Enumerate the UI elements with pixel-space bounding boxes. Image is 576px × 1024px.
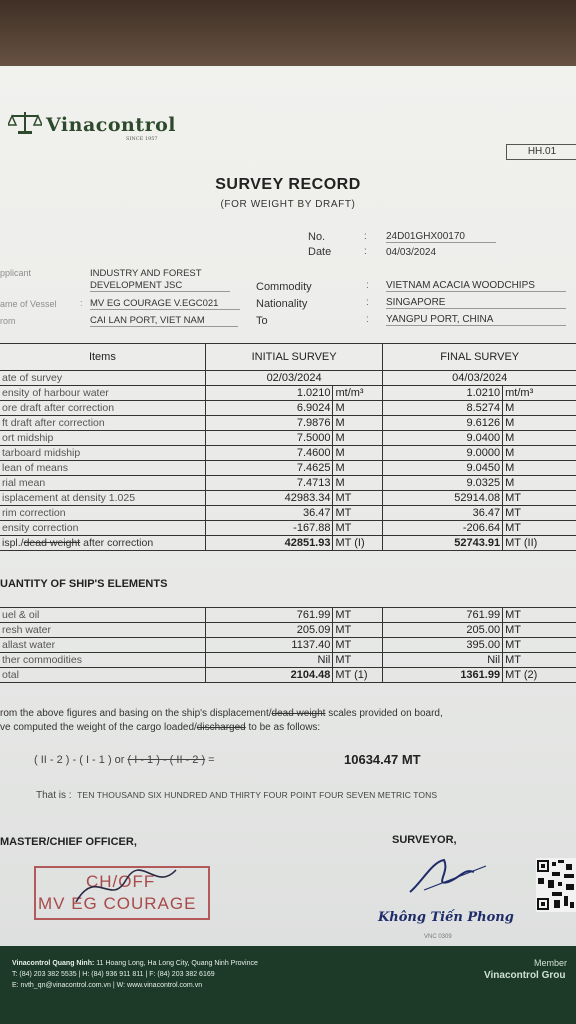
footer-address bbox=[12, 960, 258, 967]
initial-unit: M bbox=[333, 416, 383, 431]
initial-unit: MT bbox=[333, 521, 383, 536]
struck-text: dead weight bbox=[271, 708, 326, 719]
table-row bbox=[0, 536, 576, 551]
final-unit: M bbox=[503, 401, 576, 416]
initial-value: 6.9024 bbox=[205, 401, 333, 416]
vessel-label: ame of Vessel bbox=[0, 299, 57, 309]
initial-value: 1137.40 bbox=[205, 638, 333, 653]
final-unit: M bbox=[503, 461, 576, 476]
initial-value: 7.9876 bbox=[205, 416, 333, 431]
survey-table-header bbox=[0, 344, 576, 371]
cargo-weight-result: 10634.47 MT bbox=[344, 752, 421, 767]
date-label: Date bbox=[308, 246, 332, 258]
initial-value: 36.47 bbox=[205, 506, 333, 521]
that-is-value: TEN THOUSAND SIX HUNDRED AND THIRTY FOUR POINT FOUR SEVEN METRIC TONS bbox=[77, 790, 438, 800]
final-unit: MT (2) bbox=[503, 668, 576, 683]
chief-officer-stamp bbox=[34, 866, 210, 920]
text: scales provided on board, bbox=[325, 708, 443, 719]
final-unit: M bbox=[503, 431, 576, 446]
final-value: 52743.91 bbox=[383, 536, 503, 551]
table-row bbox=[0, 416, 576, 431]
master-label: MASTER/CHIEF OFFICER, bbox=[0, 836, 137, 848]
initial-value: -167.88 bbox=[205, 521, 333, 536]
vessel-value: MV EG COURAGE V.EGC021 bbox=[90, 298, 240, 310]
footer-contacts: E: nvth_qn@vinacontrol.com.vn | W: www.vinacontrol.com.vn bbox=[12, 982, 203, 989]
final-value: 205.00 bbox=[383, 623, 503, 638]
scale-logo-icon bbox=[8, 110, 42, 136]
initial-value: 2104.48 bbox=[205, 668, 333, 683]
initial-value: 1.0210 bbox=[205, 386, 333, 401]
document-title: SURVEY RECORD bbox=[215, 176, 361, 193]
final-unit: MT bbox=[503, 506, 576, 521]
final-value: 395.00 bbox=[383, 638, 503, 653]
no-value: 24D01GHX00170 bbox=[386, 231, 496, 243]
table-row bbox=[0, 491, 576, 506]
brand-since: SINCE 1957 bbox=[126, 136, 158, 142]
final-value: 761.99 bbox=[383, 608, 503, 623]
initial-value: 42983.34 bbox=[205, 491, 333, 506]
struck-text: dead weight bbox=[23, 537, 81, 549]
table-row bbox=[0, 638, 576, 653]
initial-value: 205.09 bbox=[205, 623, 333, 638]
surveyor-name: Không Tiến Phong bbox=[378, 910, 514, 925]
table-row bbox=[0, 476, 576, 491]
row-item-label: ore draft after correction bbox=[0, 401, 205, 416]
formula-text: ( II - 2 ) - ( I - 1 ) or bbox=[34, 754, 128, 766]
applicant-value-2: DEVELOPMENT JSC bbox=[90, 280, 230, 292]
row-item-label: ort midship bbox=[0, 431, 205, 446]
table-row bbox=[0, 446, 576, 461]
desk-background bbox=[0, 0, 576, 72]
row-item-label: ate of survey bbox=[0, 371, 205, 386]
initial-value: 7.4625 bbox=[205, 461, 333, 476]
footer-phones: T: (84) 203 382 5535 | H: (84) 936 911 811 | F: (84) 203 382 6169 bbox=[12, 971, 215, 978]
final-value: -206.64 bbox=[383, 521, 503, 536]
that-is-label: That is : bbox=[36, 790, 72, 801]
final-value: 36.47 bbox=[383, 506, 503, 521]
table-row bbox=[0, 668, 576, 683]
initial-unit: M bbox=[333, 461, 383, 476]
row-item-label: rial mean bbox=[0, 476, 205, 491]
table-row bbox=[0, 461, 576, 476]
from-label: rom bbox=[0, 316, 16, 326]
initial-value: 42851.93 bbox=[205, 536, 333, 551]
text: to be as follows: bbox=[245, 722, 321, 733]
header-initial: INITIAL SURVEY bbox=[205, 344, 383, 371]
initial-unit: MT bbox=[333, 653, 383, 668]
text: rom the above figures and basing on the ship's displacement/ bbox=[0, 708, 272, 719]
qr-code-icon bbox=[536, 858, 576, 912]
officer-signature-icon bbox=[66, 862, 186, 912]
to-value: YANGPU PORT, CHINA bbox=[386, 314, 566, 326]
initial-unit: MT bbox=[333, 623, 383, 638]
initial-unit: M bbox=[333, 431, 383, 446]
nationality-label: Nationality bbox=[256, 298, 308, 310]
table-row bbox=[0, 653, 576, 668]
row-item-label: ensity correction bbox=[0, 521, 205, 536]
colon: : bbox=[364, 231, 367, 242]
row-item-label: allast water bbox=[0, 638, 205, 653]
footer-office: Vinacontrol Quang Ninh: bbox=[12, 960, 95, 967]
struck-text: discharged bbox=[196, 722, 246, 733]
date-value: 04/03/2024 bbox=[386, 247, 437, 258]
commodity-label: Commodity bbox=[256, 281, 312, 293]
final-value: 9.0000 bbox=[383, 446, 503, 461]
brand-name: Vinacontrol bbox=[46, 114, 176, 136]
row-item-label: tarboard midship bbox=[0, 446, 205, 461]
final-value: 9.6126 bbox=[383, 416, 503, 431]
footer-member-group: Vinacontrol Grou bbox=[484, 970, 566, 981]
colon: : bbox=[366, 280, 369, 291]
final-value: 1.0210 bbox=[383, 386, 503, 401]
elements-heading: UANTITY OF SHIP'S ELEMENTS bbox=[0, 578, 168, 590]
that-is-line bbox=[36, 790, 437, 801]
text: ispl./ bbox=[2, 537, 24, 549]
cargo-formula bbox=[34, 754, 215, 766]
stamp-line-1: CH/OFF bbox=[86, 872, 156, 891]
table-row bbox=[0, 431, 576, 446]
row-item-label: otal bbox=[0, 668, 205, 683]
initial-value: 02/03/2024 bbox=[205, 371, 383, 386]
final-unit: M bbox=[503, 476, 576, 491]
table-row bbox=[0, 401, 576, 416]
text: ve computed the weight of the cargo loaded/ bbox=[0, 722, 197, 733]
row-item-label: ft draft after correction bbox=[0, 416, 205, 431]
final-unit: MT bbox=[503, 653, 576, 668]
initial-unit: mt/m³ bbox=[333, 386, 383, 401]
final-value: 9.0400 bbox=[383, 431, 503, 446]
initial-unit: MT bbox=[333, 638, 383, 653]
final-unit: MT bbox=[503, 638, 576, 653]
to-label: To bbox=[256, 315, 268, 327]
text: after correction bbox=[80, 537, 154, 549]
footer-bar bbox=[0, 946, 576, 1024]
final-value: 1361.99 bbox=[383, 668, 503, 683]
row-item-label bbox=[0, 536, 205, 551]
final-unit: mt/m³ bbox=[503, 386, 576, 401]
formula-struck: ( I - 1 ) - ( II - 2 ) bbox=[127, 754, 206, 766]
stamp-line-2: MV EG COURAGE bbox=[38, 894, 197, 913]
form-code: HH.01 bbox=[506, 144, 576, 160]
commodity-value: VIETNAM ACACIA WOODCHIPS bbox=[386, 280, 566, 292]
initial-unit: MT bbox=[333, 491, 383, 506]
initial-value: 7.4713 bbox=[205, 476, 333, 491]
footer-member-label: Member bbox=[534, 958, 568, 968]
table-row bbox=[0, 521, 576, 536]
row-item-label: rim correction bbox=[0, 506, 205, 521]
footer-address-text: 11 Hoang Long, Ha Long City, Quang Ninh Province bbox=[94, 960, 258, 967]
table-row bbox=[0, 371, 576, 386]
row-item-label: lean of means bbox=[0, 461, 205, 476]
final-value: 9.0450 bbox=[383, 461, 503, 476]
initial-unit: M bbox=[333, 446, 383, 461]
no-label: No. bbox=[308, 231, 326, 243]
row-item-label: uel & oil bbox=[0, 608, 205, 623]
final-unit: MT (II) bbox=[503, 536, 576, 551]
final-value: Nil bbox=[383, 653, 503, 668]
final-value: 8.5274 bbox=[383, 401, 503, 416]
document-subtitle: (FOR WEIGHT BY DRAFT) bbox=[220, 199, 356, 210]
initial-value: 7.4600 bbox=[205, 446, 333, 461]
table-row bbox=[0, 608, 576, 623]
initial-value: Nil bbox=[205, 653, 333, 668]
colon: : bbox=[366, 314, 369, 325]
survey-table bbox=[0, 343, 576, 551]
initial-unit: M bbox=[333, 401, 383, 416]
row-item-label: ensity of harbour water bbox=[0, 386, 205, 401]
formula-equals: = bbox=[205, 754, 215, 766]
row-item-label: isplacement at density 1.025 bbox=[0, 491, 205, 506]
final-unit: M bbox=[503, 416, 576, 431]
final-unit: MT bbox=[503, 623, 576, 638]
colon: : bbox=[364, 246, 367, 257]
final-unit: MT bbox=[503, 608, 576, 623]
initial-unit: MT (1) bbox=[333, 668, 383, 683]
paragraph-line-1 bbox=[0, 708, 443, 719]
surveyor-signature-icon bbox=[404, 852, 494, 902]
final-unit: M bbox=[503, 446, 576, 461]
paragraph-line-2 bbox=[0, 722, 320, 733]
final-value: 04/03/2024 bbox=[383, 371, 576, 386]
final-value: 52914.08 bbox=[383, 491, 503, 506]
nationality-value: SINGAPORE bbox=[386, 297, 566, 309]
from-value: CAI LAN PORT, VIET NAM bbox=[90, 315, 238, 327]
surveyor-label: SURVEYOR, bbox=[392, 834, 457, 846]
applicant-label: pplicant bbox=[0, 268, 32, 278]
initial-unit: MT (I) bbox=[333, 536, 383, 551]
elements-table bbox=[0, 607, 576, 683]
colon: : bbox=[80, 298, 83, 308]
initial-unit: MT bbox=[333, 608, 383, 623]
table-row bbox=[0, 623, 576, 638]
colon: : bbox=[366, 297, 369, 308]
final-unit: MT bbox=[503, 521, 576, 536]
row-item-label: ther commodities bbox=[0, 653, 205, 668]
initial-unit: MT bbox=[333, 506, 383, 521]
initial-value: 7.5000 bbox=[205, 431, 333, 446]
initial-unit: M bbox=[333, 476, 383, 491]
table-row bbox=[0, 386, 576, 401]
final-value: 9.0325 bbox=[383, 476, 503, 491]
surveyor-code: VNC 0309 bbox=[424, 934, 452, 940]
row-item-label: resh water bbox=[0, 623, 205, 638]
final-unit: MT bbox=[503, 491, 576, 506]
initial-value: 761.99 bbox=[205, 608, 333, 623]
applicant-value-1: INDUSTRY AND FOREST bbox=[90, 268, 202, 279]
header-items: Items bbox=[0, 344, 205, 371]
header-final: FINAL SURVEY bbox=[383, 344, 576, 371]
table-row bbox=[0, 506, 576, 521]
